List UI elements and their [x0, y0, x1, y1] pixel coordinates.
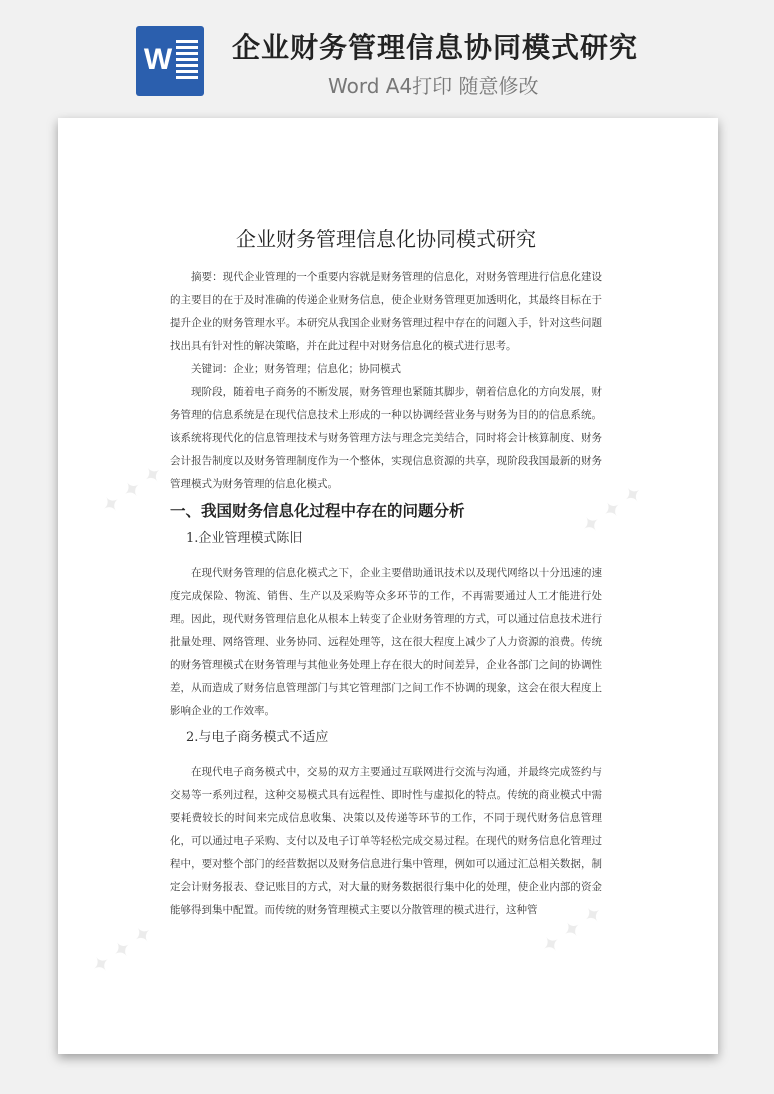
subsection-heading: 1.企业管理模式陈旧 — [186, 531, 303, 546]
document-page — [58, 118, 718, 1054]
document-body — [170, 224, 602, 922]
watermark-decoration: ✦ ✦ ✦ — [537, 900, 609, 961]
section-heading: 一、我国财务信息化过程中存在的问题分析 — [170, 501, 465, 520]
header-banner — [0, 0, 774, 112]
body-paragraph: 在现代电子商务模式中，交易的双方主要通过互联网进行交流与沟通，并最终完成签约与交易等一系列过程，这种交易模式具有远程性、即时性与虚拟化的特点。传统的商业模式中需要耗费较长的时间来完成信息收集、决策以及传递等环节的工作，不同于现代财务信息管理化，可以通过电子采购、支付以及电子订单等轻松完成交易过程。在现代的财务信息化管理过程中，要对整个部门的经营数据以及财务信息进行集中管理，例如可以通过汇总相关数据，制定会计财务报表、登记账目的方式，对大量的财务数据很行集中化的处理，使企业内部的资金能够得到集中配置。而传统的财务管理模式主要以分散管理的模式进行，这种管 — [170, 766, 602, 916]
subsection-heading: 2.与电子商务模式不适应 — [186, 730, 329, 745]
watermark-decoration: ✦ ✦ ✦ — [87, 920, 159, 981]
word-icon — [136, 26, 204, 96]
word-logo-letter: W — [143, 43, 173, 76]
document-title: 企业财务管理信息化协同模式研究 — [236, 227, 536, 251]
body-paragraph: 在现代财务管理的信息化模式之下，企业主要借助通讯技术以及现代网络以十分迅速的速度完成保险、物流、销售、生产以及采购等众多环节的工作，不再需要通过人工才能进行处理。因此，现代财务管理信息化从根本上转变了企业财务管理的方式，可以通过信息技术进行批量处理、网络管理、业务协同、远程处理等，这在很大程度上减少了人力资源的浪费。传统的财务管理模式在财务管理与其他业务处理上存在很大的时间差异，企业各部门之间的协调性差，从而造成了财务信息管理部门与其它管理部门之间工作不协调的现象，这会在很大程度上影响企业的工作效率。 — [170, 567, 602, 717]
keywords-paragraph: 关键词：企业；财务管理；信息化；协同模式 — [191, 363, 401, 375]
watermark-decoration: ✦ ✦ ✦ — [577, 480, 649, 541]
banner-subtitle: Word A4打印 随意修改 — [328, 74, 539, 98]
intro-paragraph: 现阶段，随着电子商务的不断发展，财务管理也紧随其脚步，朝着信息化的方向发展，财务管理的信息系统是在现代信息技术上形成的一种以协调经营业务与财务为目的的信息系统。该系统将现代化的信息管理技术与财务管理方法与理念完美结合，同时将会计核算制度、财务会计报告制度以及财务管理制度作为一个整体，实现信息资源的共享，现阶段我国最新的财务管理模式为财务管理的信息化模式。 — [170, 386, 602, 490]
banner-title: 企业财务管理信息协同模式研究 — [232, 31, 639, 64]
watermark-decoration: ✦ ✦ ✦ — [97, 460, 169, 521]
word-logo-lines — [176, 40, 198, 82]
abstract-paragraph: 摘要：现代企业管理的一个重要内容就是财务管理的信息化，对财务管理进行信息化建设的主要目的在于及时准确的传递企业财务信息，使企业财务管理更加透明化，其最终目标在于提升企业的财务管理水平。本研究从我国企业财务管理过程中存在的问题入手，针对这些问题找出具有针对性的解决策略，并在此过程中对财务信息化的模式进行思考。 — [170, 271, 602, 352]
